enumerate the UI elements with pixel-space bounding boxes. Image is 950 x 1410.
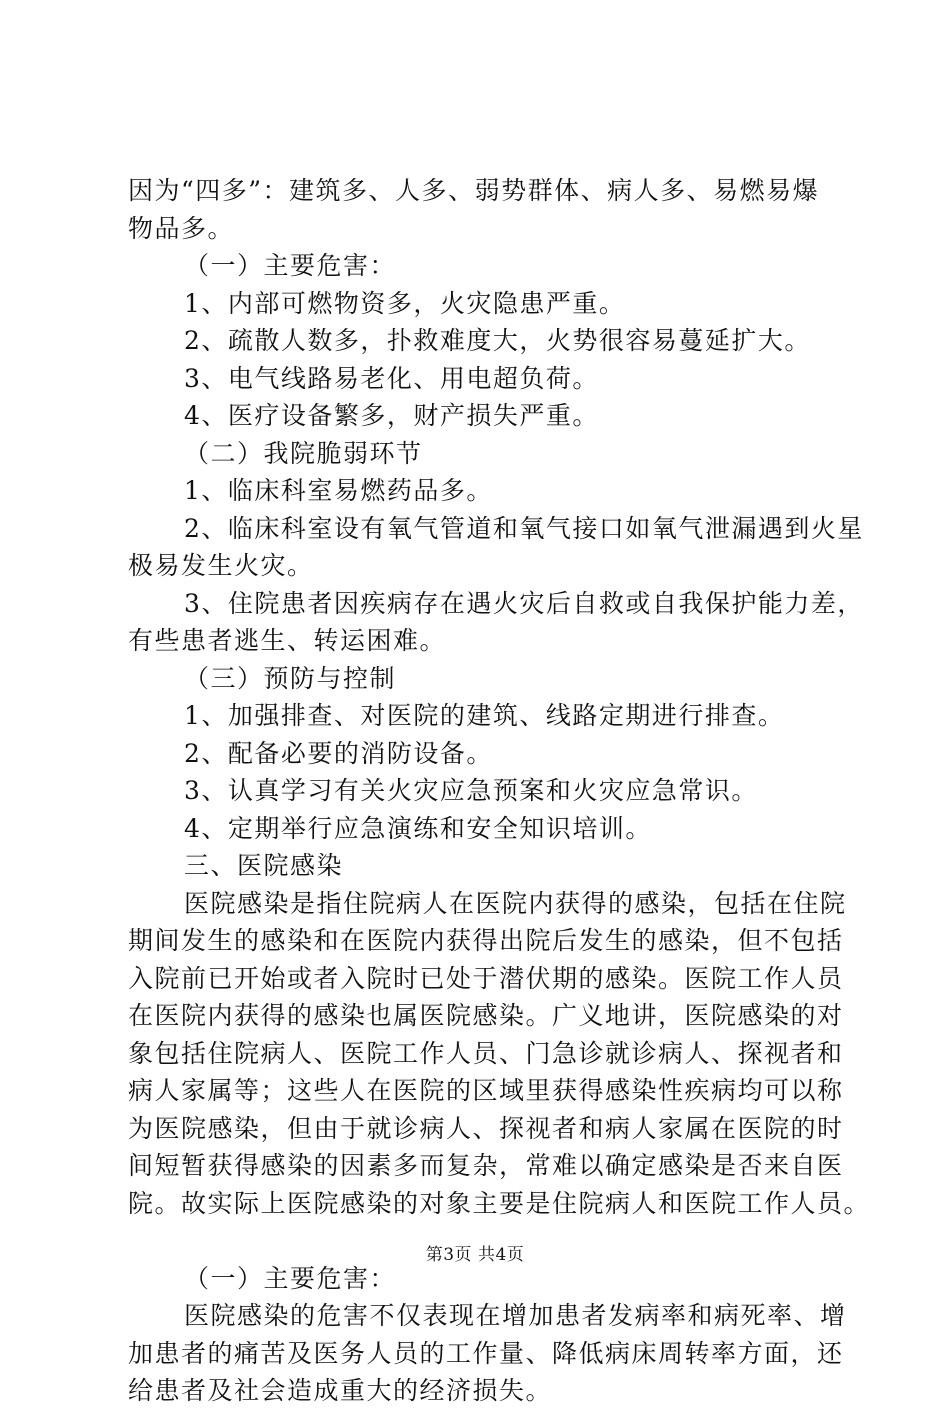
text-line: 医院感染的危害不仅表现在增加患者发病率和病死率、增 bbox=[184, 1301, 847, 1330]
text-line: 3、认真学习有关火灾应急预案和火灾应急常识。 bbox=[184, 776, 758, 805]
text-line: 院。故实际上医院感染的对象主要是住院病人和医院工作人员。 bbox=[128, 1188, 871, 1218]
text-line: 因为“四多”：建筑多、人多、弱势群体、病人多、易燃易爆 bbox=[128, 176, 820, 205]
text-line: 2、临床科室设有氧气管道和氧气接口如氧气泄漏遇到火星 bbox=[184, 513, 864, 543]
section-heading: （二）我院脆弱环节 bbox=[184, 438, 423, 468]
section-heading: 三、医院感染 bbox=[184, 851, 344, 880]
text-line: 2、配备必要的消防设备。 bbox=[184, 738, 493, 768]
text-line: 1、加强排查、对医院的建筑、线路定期进行排查。 bbox=[184, 701, 785, 730]
section-heading: （三）预防与控制 bbox=[184, 663, 397, 693]
page-number-footer: 第3页 共4页 bbox=[425, 1245, 525, 1265]
section-heading: （一）主要危害： bbox=[184, 1263, 397, 1293]
text-line: 入院前已开始或者入院时已处于潜伏期的感染。医院工作人员 bbox=[128, 963, 844, 993]
text-line: 加患者的痛苦及医务人员的工作量、降低病床周转率方面，还 bbox=[128, 1338, 844, 1368]
text-line: 4、医疗设备繁多，财产损失严重。 bbox=[184, 401, 599, 430]
text-line: 极易发生火灾。 bbox=[128, 551, 314, 580]
text-line: 给患者及社会造成重大的经济损失。 bbox=[128, 1376, 553, 1405]
text-line: 2、疏散人数多，扑救难度大，火势很容易蔓延扩大。 bbox=[184, 326, 811, 355]
text-line: 期间发生的感染和在医院内获得出院后发生的感染，但不包括 bbox=[128, 926, 844, 955]
text-line: 3、电气线路易老化、用电超负荷。 bbox=[184, 363, 599, 393]
text-line: 病人家属等；这些人在医院的区域里获得感染性疾病均可以称 bbox=[128, 1076, 844, 1105]
text-line: 4、定期举行应急演练和安全知识培训。 bbox=[184, 813, 652, 843]
text-line: 在医院内获得的感染也属医院感染。广义地讲，医院感染的对 bbox=[128, 1001, 844, 1030]
text-line: 1、临床科室易燃药品多。 bbox=[184, 476, 493, 505]
text-line: 象包括住院病人、医院工作人员、门急诊就诊病人、探视者和 bbox=[128, 1038, 844, 1068]
section-heading: （一）主要危害： bbox=[184, 251, 397, 280]
text-line: 医院感染是指住院病人在医院内获得的感染，包括在住院 bbox=[184, 888, 847, 918]
document-body bbox=[128, 172, 871, 1410]
text-line: 为医院感染，但由于就诊病人、探视者和病人家属在医院的时 bbox=[128, 1113, 844, 1143]
text-line: 间短暂获得感染的因素多而复杂，常难以确定感染是否来自医 bbox=[128, 1151, 844, 1180]
text-line: 3、住院患者因疾病存在遇火灾后自救或自我保护能力差， bbox=[184, 588, 864, 618]
text-line: 1、内部可燃物资多，火灾隐患严重。 bbox=[184, 288, 626, 318]
text-line: 物品多。 bbox=[128, 213, 235, 243]
text-line: 有些患者逃生、转运困难。 bbox=[128, 626, 447, 655]
